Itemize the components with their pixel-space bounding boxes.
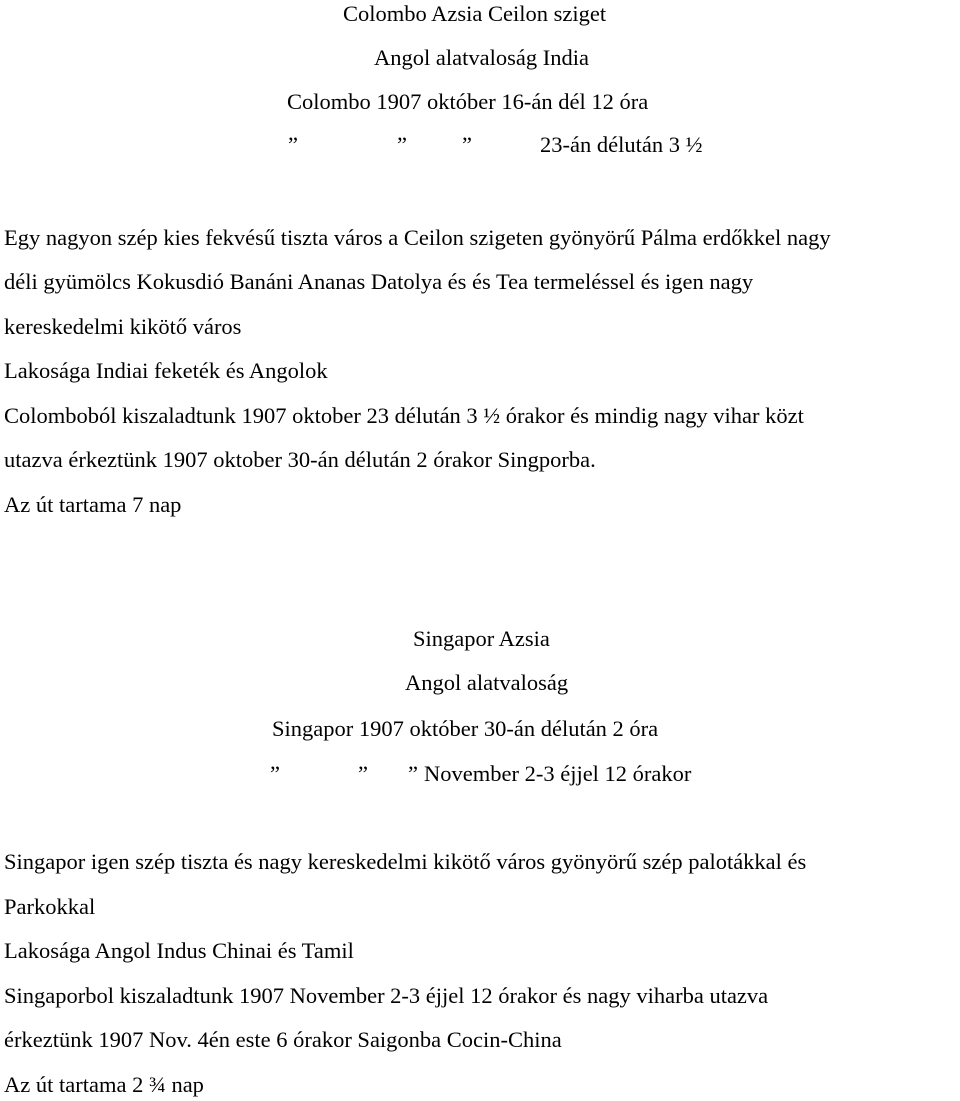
section1-body-line: Colomboból kiszaladtunk 1907 oktober 23 délután 3 ½ órakor és mindig nagy vihar közt [4,403,804,428]
section1-ditto-mark-2: ” [397,132,407,157]
section1-body-line: Lakosága Indiai feketék és Angolok [4,358,328,383]
section1-body-line: kereskedelmi kikötő város [4,314,242,339]
section2-body-line: Lakosága Angol Indus Chinai és Tamil [4,938,354,963]
section2-departure: November 2-3 éjjel 12 órakor [424,761,692,786]
section1-ditto-mark-1: ” [288,132,298,157]
section1-body-line: déli gyümölcs Kokusdió Banáni Ananas Datolya és és Tea termeléssel és igen nagy [4,269,754,294]
section2-ditto-mark-2: ” [358,761,368,786]
section2-body-line: Singapor igen szép tiszta és nagy kereskedelmi kikötő város gyönyörű szép palotákkal és [4,849,807,874]
section1-subtitle: Angol alatvaloság India [374,45,589,70]
section1-body-line: Egy nagyon szép kies fekvésű tiszta város a Ceilon szigeten gyönyörű Pálma erdőkkel nagy [4,225,831,250]
section1-ditto-mark-3: ” [462,132,472,157]
section1-arrival: Colombo 1907 október 16-án dél 12 óra [287,89,649,114]
section2-ditto-mark-1: ” [270,761,280,786]
section1-duration: Az út tartama 7 nap [4,492,182,517]
section2-duration: Az út tartama 2 ¾ nap [4,1072,204,1097]
section2-arrival: Singapor 1907 október 30-án délután 2 óra [272,716,659,741]
section1-departure: 23-án délután 3 ½ [540,132,703,157]
section2-subtitle: Angol alatvaloság [405,670,569,695]
section1-title: Colombo Azsia Ceilon sziget [343,1,607,26]
section2-ditto-mark-3: ” [408,761,418,786]
section2-body-line: érkeztünk 1907 Nov. 4én este 6 órakor Saigonba Cocin-China [4,1027,562,1052]
section2-body-line: Parkokkal [4,894,96,919]
section1-body-line: utazva érkeztünk 1907 oktober 30-án délután 2 órakor Singporba. [4,447,596,472]
section2-title: Singapor Azsia [413,626,550,651]
section2-body-line: Singaporbol kiszaladtunk 1907 November 2-3 éjjel 12 órakor és nagy viharba utazva [4,983,769,1008]
